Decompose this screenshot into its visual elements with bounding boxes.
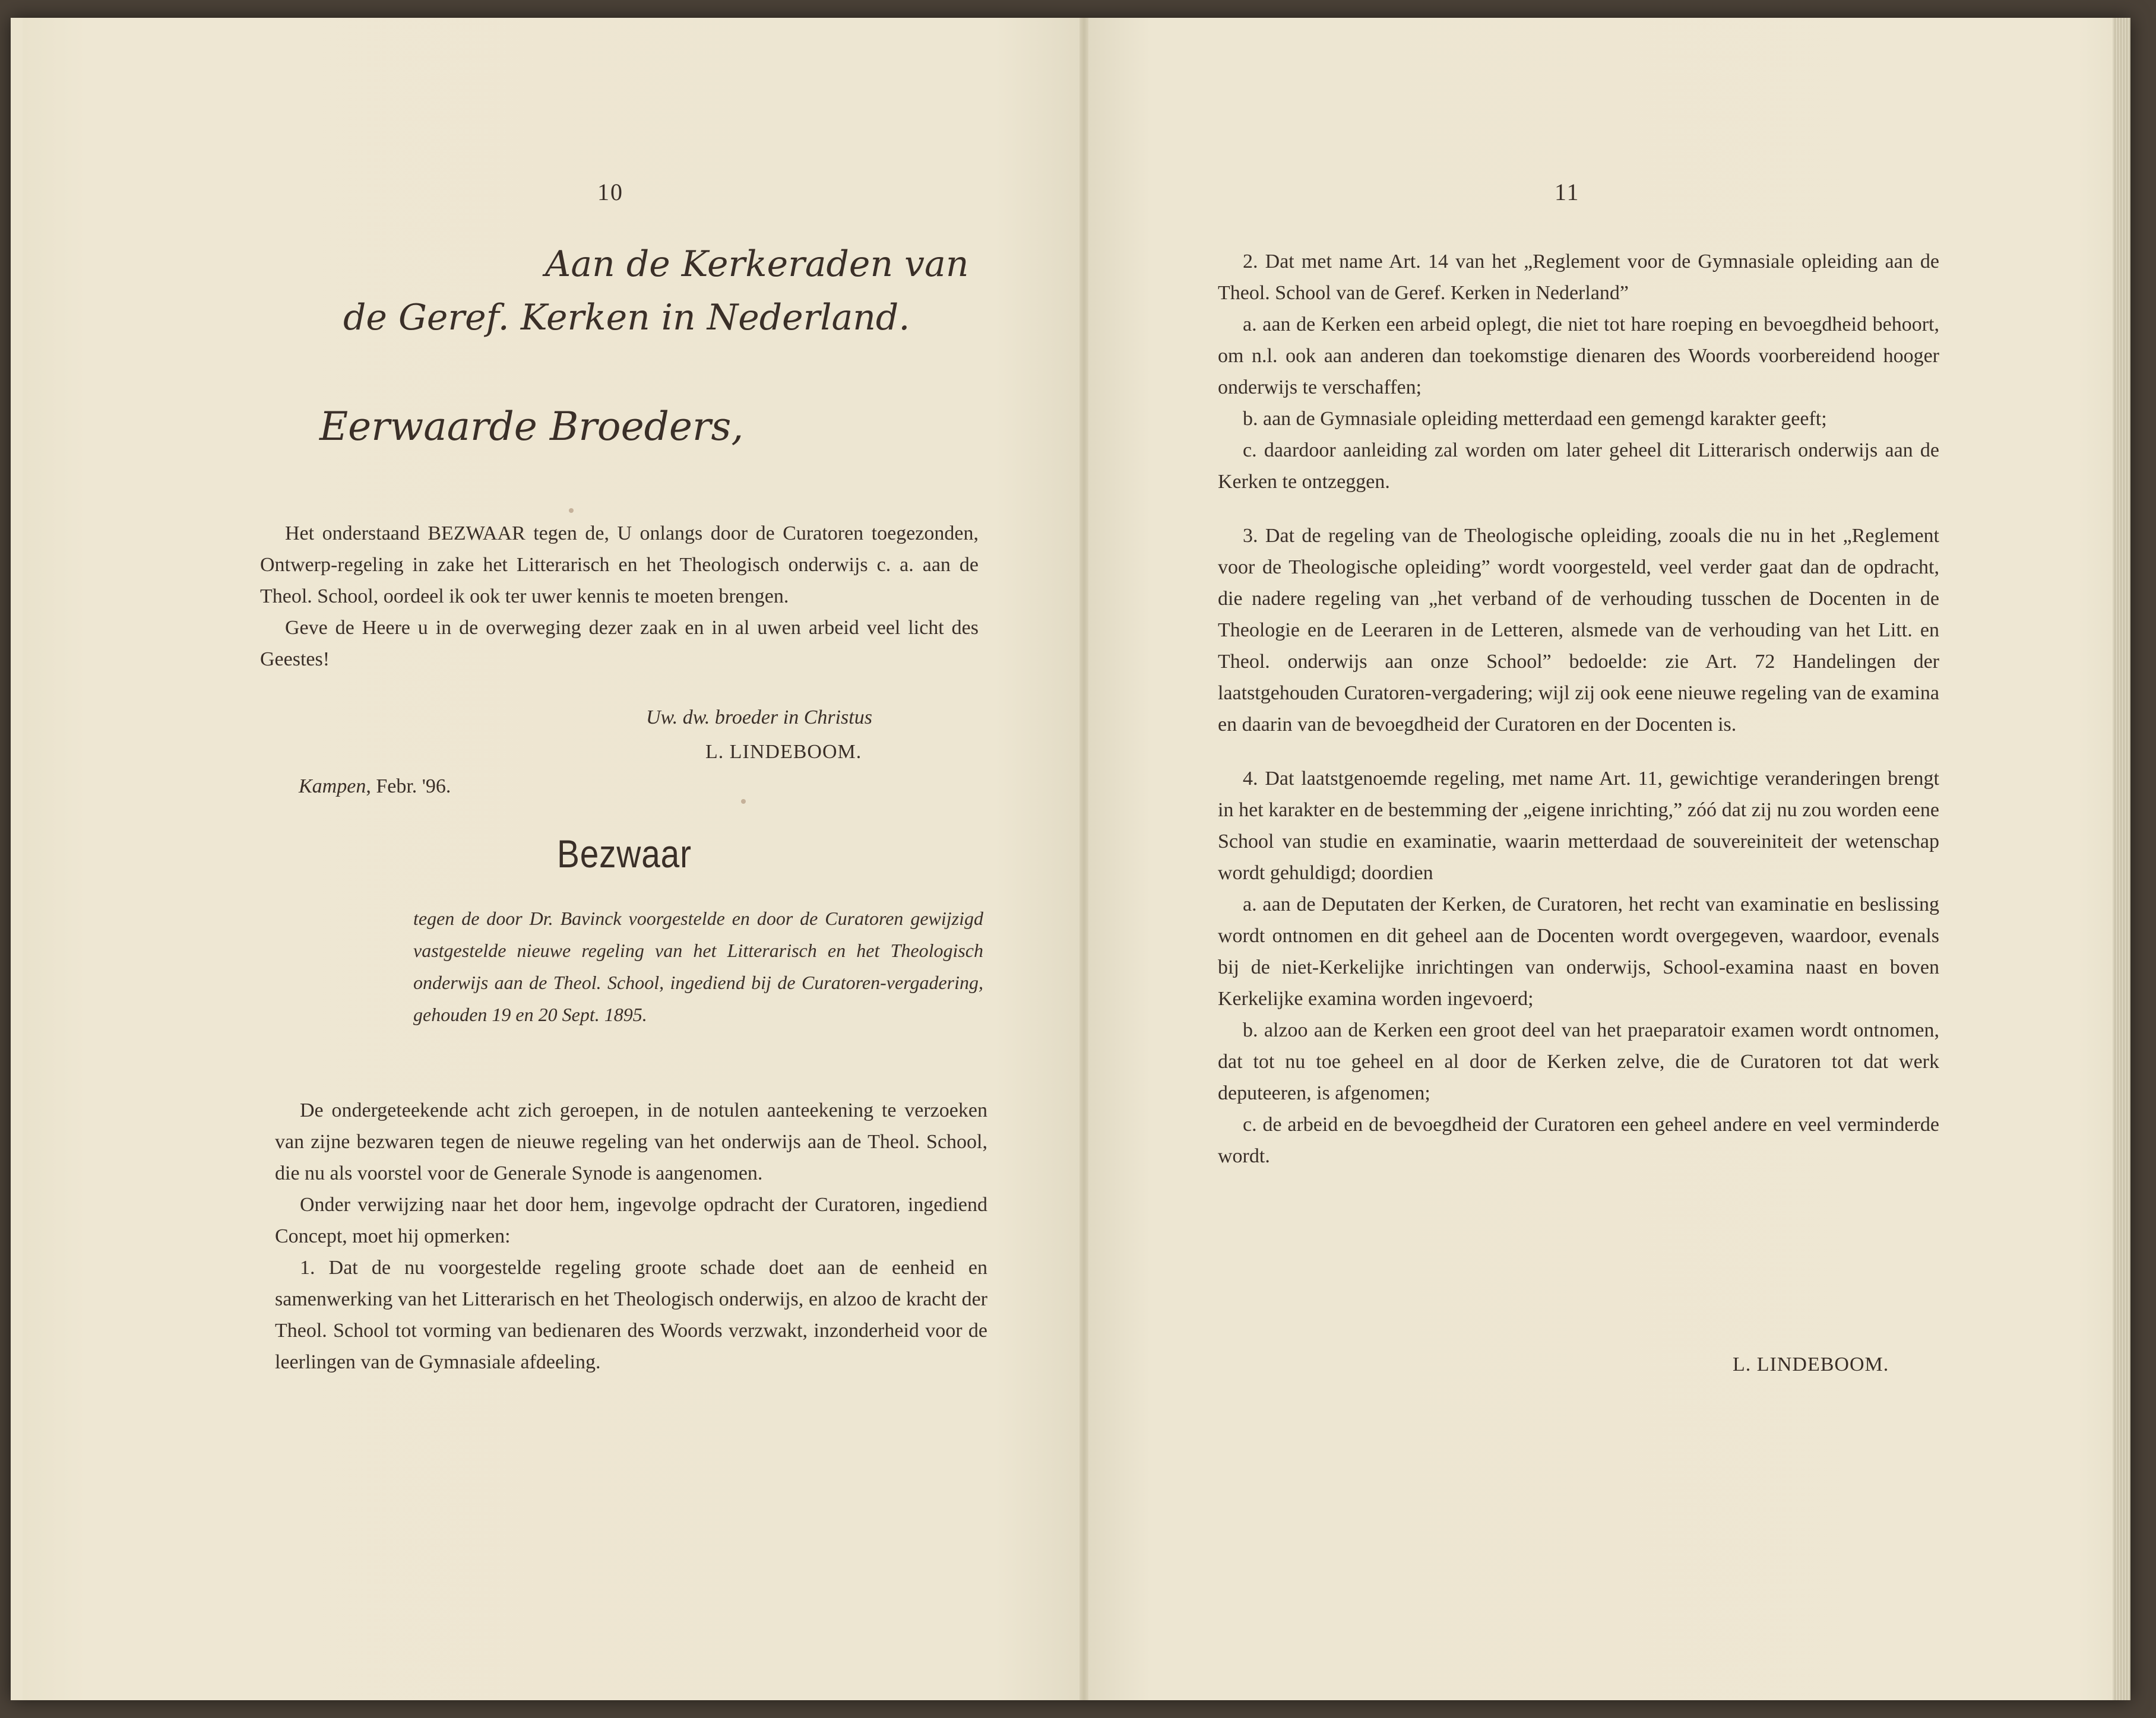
point-3: 3. Dat de regeling van de Theologische opleiding, zooals die nu in het „Reglement voor de Theologische opleiding” wordt voorgesteld, veel verder gaat dan de opdracht, die nadere regeling van „het verband of de verhouding tusschen de Docenten in de Theologie en de Leeraren in de Letteren, alsmede van de verhouding van het Litt. en Theol. onderwijs aan onze School” bedoelde: zie Art. 72 Handelingen der laatstgehouden Curatoren-vergadering; wijl zij ook eene nieuwe regeling van de examina en daarin van de bevoegdheid der Curatoren en der Docenten is. — [1218, 525, 1939, 736]
objection-signer: L. LINDEBOOM. — [1733, 1354, 1889, 1375]
page-number: 11 — [1555, 179, 1580, 205]
point-2c: c. daardoor aanleiding zal worden om later geheel dit Litterarisch onderwijs aan de Kerken te ontzeggen. — [1218, 439, 1939, 493]
right-page-text — [1218, 246, 1939, 1172]
book-gutter — [1079, 18, 1088, 1700]
point-2: 2. Dat met name Art. 14 van het „Reglement voor de Gymnasiale opleiding aan de Theol. School van de Geref. Kerken in Nederland” — [1218, 251, 1939, 304]
left-page — [23, 18, 1079, 1700]
salutation: Eerwaarde Broeders, — [319, 404, 744, 449]
booklet-spread — [11, 18, 2130, 1700]
objection-body — [275, 1095, 987, 1378]
date: , Febr. '96. — [366, 775, 451, 797]
paper-speck — [569, 508, 574, 513]
page-number: 10 — [597, 179, 623, 205]
place: Kampen — [299, 775, 366, 797]
address-line-2: de Geref. Kerken in Nederland. — [343, 297, 910, 338]
paper-speck — [741, 799, 746, 804]
point-4c: c. de arbeid en de bevoegdheid der Curatoren een geheel andere en veel verminderde wordt. — [1218, 1114, 1939, 1167]
document-title: Bezwaar — [557, 832, 692, 876]
right-page — [1088, 18, 2130, 1700]
point-4b: b. alzoo aan de Kerken een groot deel van het praeparatoir examen wordt ontnomen, dat tot nu toe geheel en al door de Kerken zelve, die de Curatoren tot dat werk deputeeren, is afgenomen; — [1218, 1019, 1939, 1104]
letter-signer: L. LINDEBOOM. — [705, 741, 862, 763]
point-2a: a. aan de Kerken een arbeid oplegt, die niet tot hare roeping en bevoegdheid behoort, om n.l. ook aan anderen dan toekomstige dienaren des Woords voorbereidend hooger onderwijs te verschaffen; — [1218, 313, 1939, 398]
document-subtitle: tegen de door Dr. Bavinck voorgestelde en door de Curatoren gewijzigd vastgestelde nieuwe regeling van het Litterarisch en het Theologisch onderwijs aan de Theol. School, ingediend bij de Curatoren-vergadering, gehouden 19 en 20 Sept. 1895. — [413, 908, 983, 1025]
body-paragraph: De ondergeteekende acht zich geroepen, in de notulen aanteekening te verzoeken van zijne bezwaren tegen de nieuwe regeling van het onderwijs aan de Theol. School, die nu als voorstel voor de Generale Synode is aangenomen. — [275, 1099, 987, 1184]
point-4: 4. Dat laatstgenoemde regeling, met name Art. 11, gewichtige veranderingen brengt in het karakter en de bestemming der „eigene inrichting,” zóó dat zij nu zou worden eene School van studie en examinatie, waarin metterdaad de souvereiniteit der wetenschap wordt gehuldigd; doordien — [1218, 768, 1939, 884]
body-paragraph: 1. Dat de nu voorgestelde regeling groote schade doet aan de eenheid en samenwerking van het Litterarisch en het Theologisch onderwijs, en alzoo de kracht der Theol. School tot vorming van bedienaren des Woords verzwakt, inzonderheid voor de leerlingen van de Gymnasiale afdeeling. — [275, 1257, 987, 1373]
point-4a: a. aan de Deputaten der Kerken, de Curatoren, het recht van examinatie en beslissing wordt ontnomen en dit geheel aan de Docenten wordt overgegeven, waardoor, evenals bij de niet-Kerkelijke inrichtingen van onderwijs, School-examina naast en boven Kerkelijke examina worden ingevoerd; — [1218, 893, 1939, 1010]
letter-paragraph: Het onderstaand BEZWAAR tegen de, U onlangs door de Curatoren toegezonden, Ontwerp-regeling in zake het Litterarisch en het Theologisch onderwijs c. a. aan de Theol. School, oordeel ik ook ter uwer kennis te moeten brengen. — [260, 522, 979, 607]
page-edges — [2113, 18, 2130, 1700]
letter-closing: Uw. dw. broeder in Christus — [646, 706, 872, 728]
place-date — [299, 775, 451, 798]
letter-paragraph: Geve de Heere u in de overweging dezer zaak en in al uwen arbeid veel licht des Geestes! — [260, 617, 979, 670]
address-line-1: Aan de Kerkeraden van — [545, 243, 969, 285]
cover-letter — [260, 518, 979, 675]
body-paragraph: Onder verwijzing naar het door hem, ingevolge opdracht der Curatoren, ingediend Concept, moet hij opmerken: — [275, 1194, 987, 1247]
point-2b: b. aan de Gymnasiale opleiding metterdaad een gemengd karakter geeft; — [1243, 408, 1827, 430]
